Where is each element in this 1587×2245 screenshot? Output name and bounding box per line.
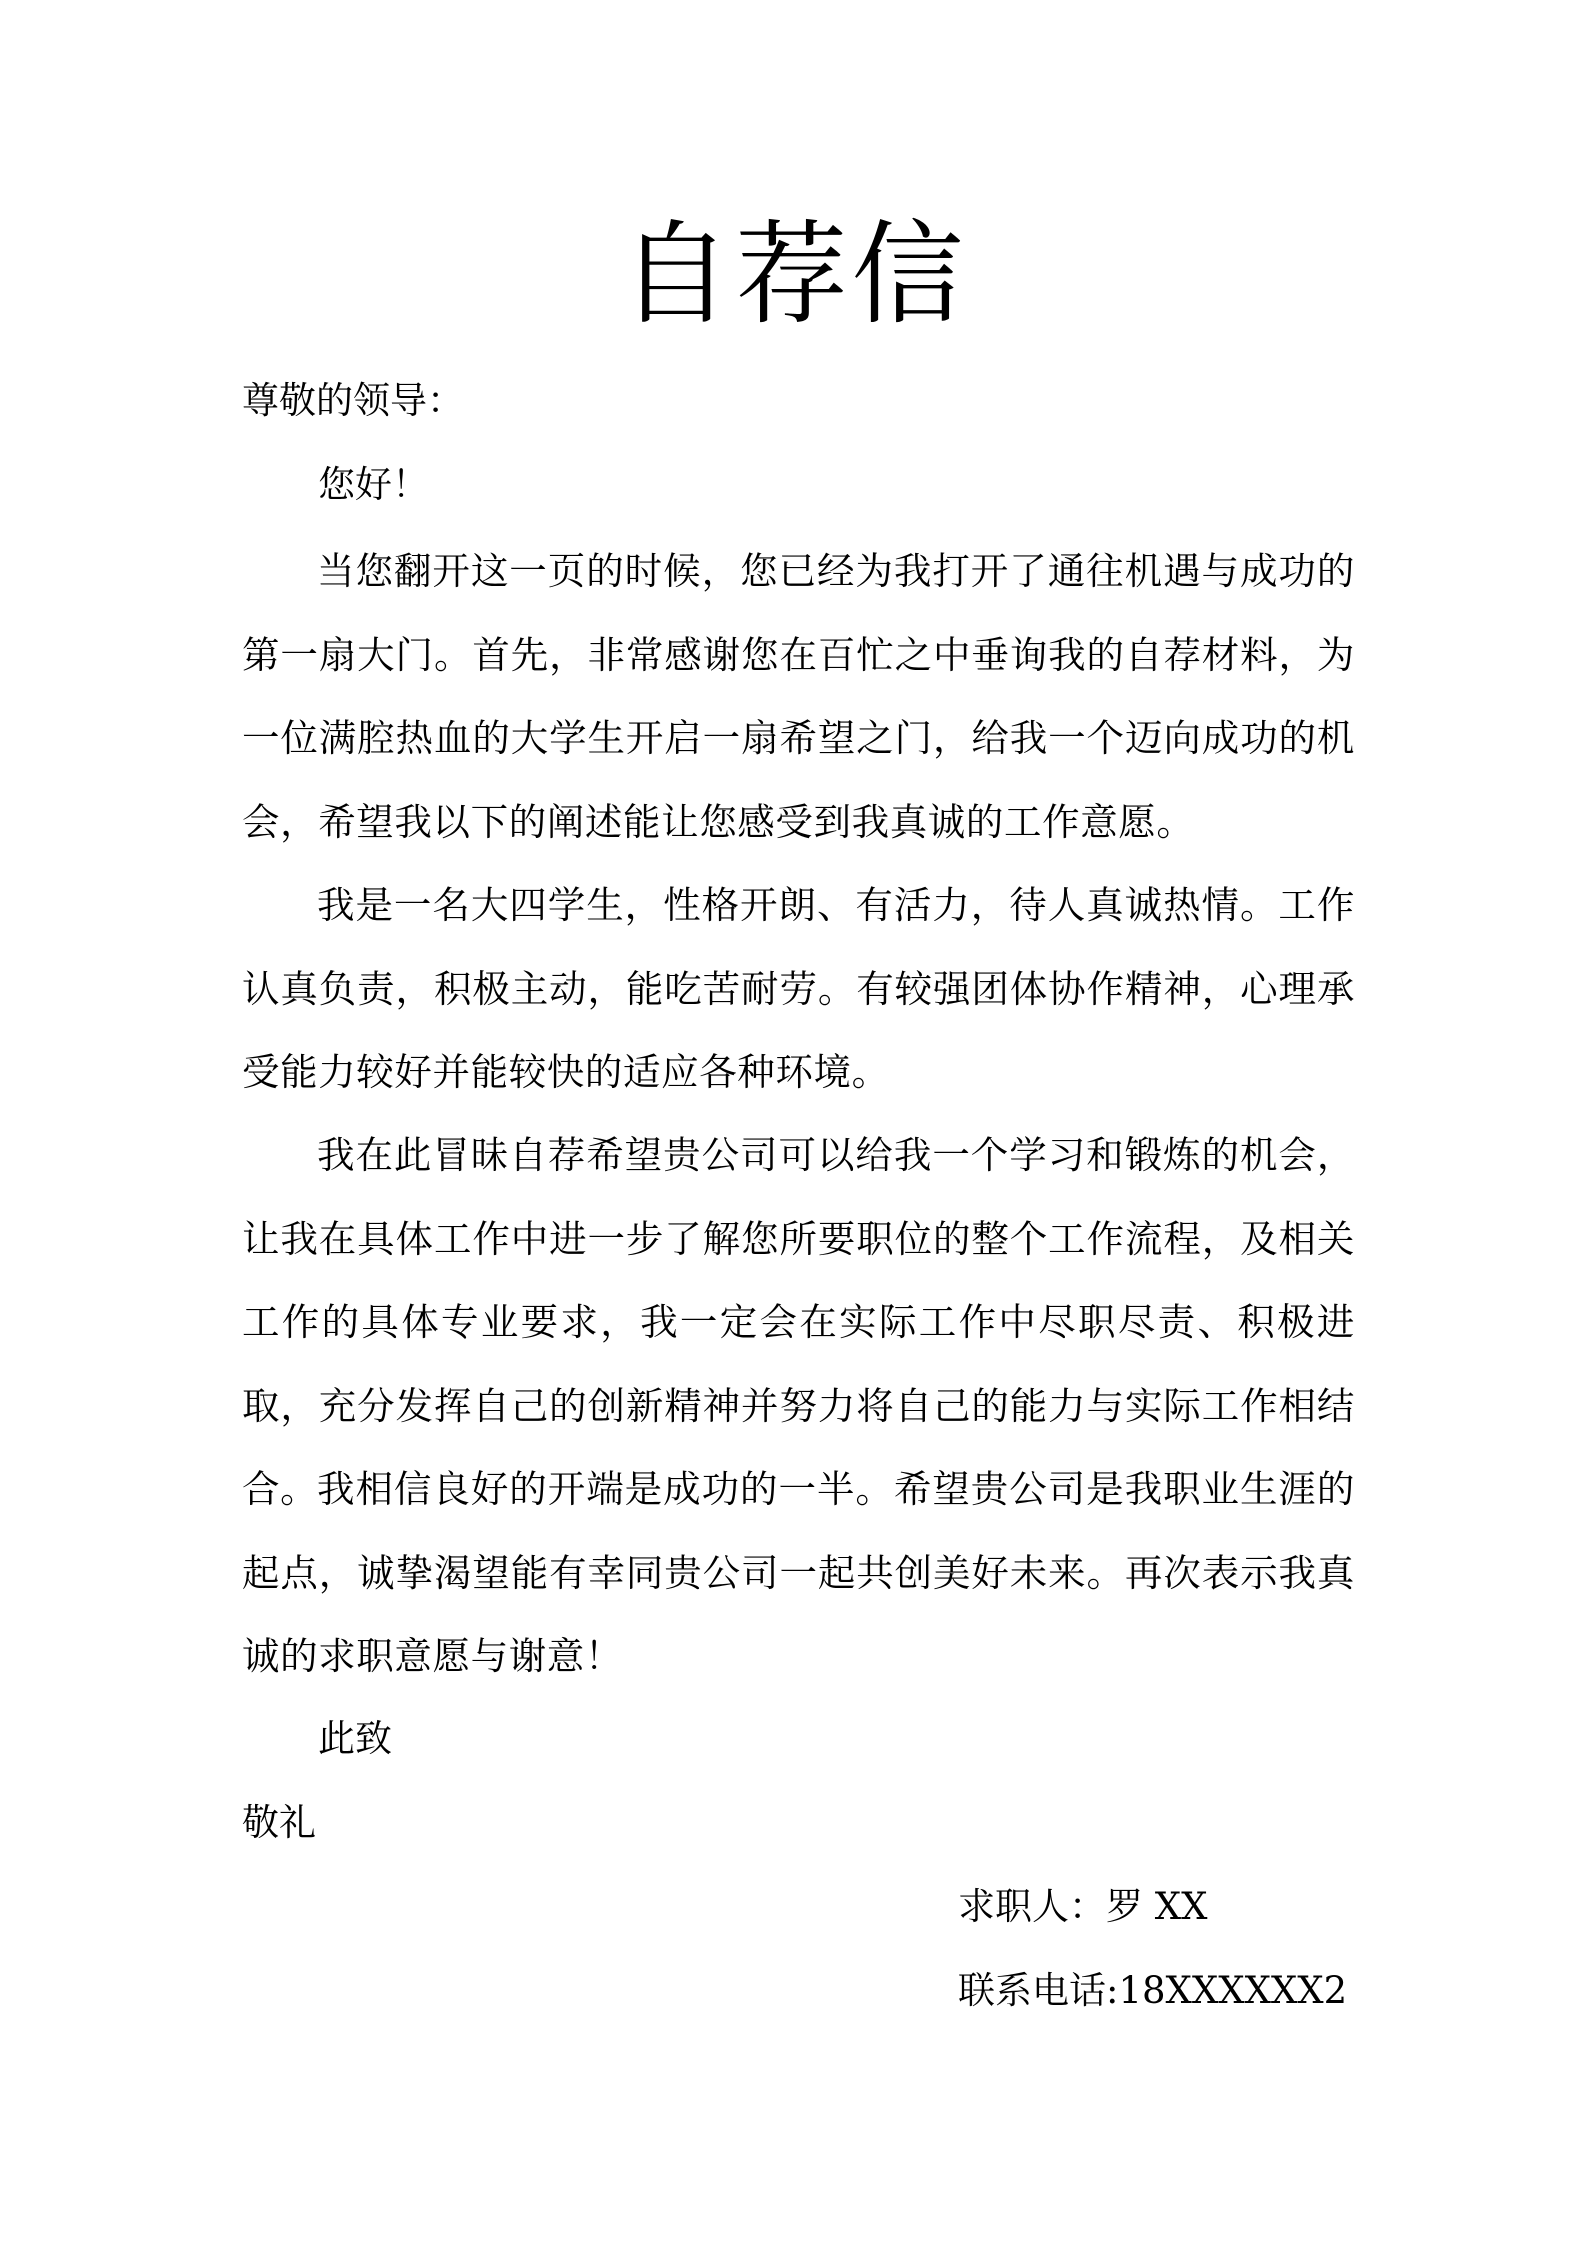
closing-jing-li: 敬礼 [242, 1801, 316, 1844]
salutation: 尊敬的领导： [242, 379, 464, 422]
paragraph-3: 我在此冒昧自荐希望贵公司可以给我一个学习和锻炼的机会，让我在具体工作中进一步了解您所要职位的整个工作流程，及相关工作的具体专业要求，我一定会在实际工作中尽职尽责、积极进取，充分发挥自己的创新精神并努力将自己的能力与实际工作相结合。 [242, 1133, 1355, 1511]
signature: 求职人：罗 XX [958, 1885, 1208, 1928]
paragraph-4: 我相信良好的开端是成功的一半。希望贵公司是我职业生涯的起点，诚挚渴望能有幸同贵公司一起共创美好未来。再次表示我真诚的求职意愿与谢意！ [242, 1467, 1355, 1678]
closing-ci-zhi: 此致 [318, 1717, 392, 1760]
greeting: 您好！ [318, 463, 429, 506]
paragraph-2: 我是一名大四学生，性格开朗、有活力，待人真诚热情。工作认真负责，积极主动，能吃苦耐劳。有较强团体协作精神，心理承受能力较好并能较快的适应各种环境。 [242, 883, 1355, 1094]
contact-phone: 联系电话:18XXXXXX2 [958, 1969, 1348, 2012]
page-title: 自荐信 [619, 210, 968, 340]
paragraph-1: 当您翻开这一页的时候，您已经为我打开了通往机遇与成功的第一扇大门。首先，非常感谢您在百忙之中垂询我的自荐材料，为一位满腔热血的大学生开启一扇希望之门，给我一个迈向成功的机会，希望我以下的阐述能让您感受到我真诚的工作意愿。 [242, 549, 1355, 844]
